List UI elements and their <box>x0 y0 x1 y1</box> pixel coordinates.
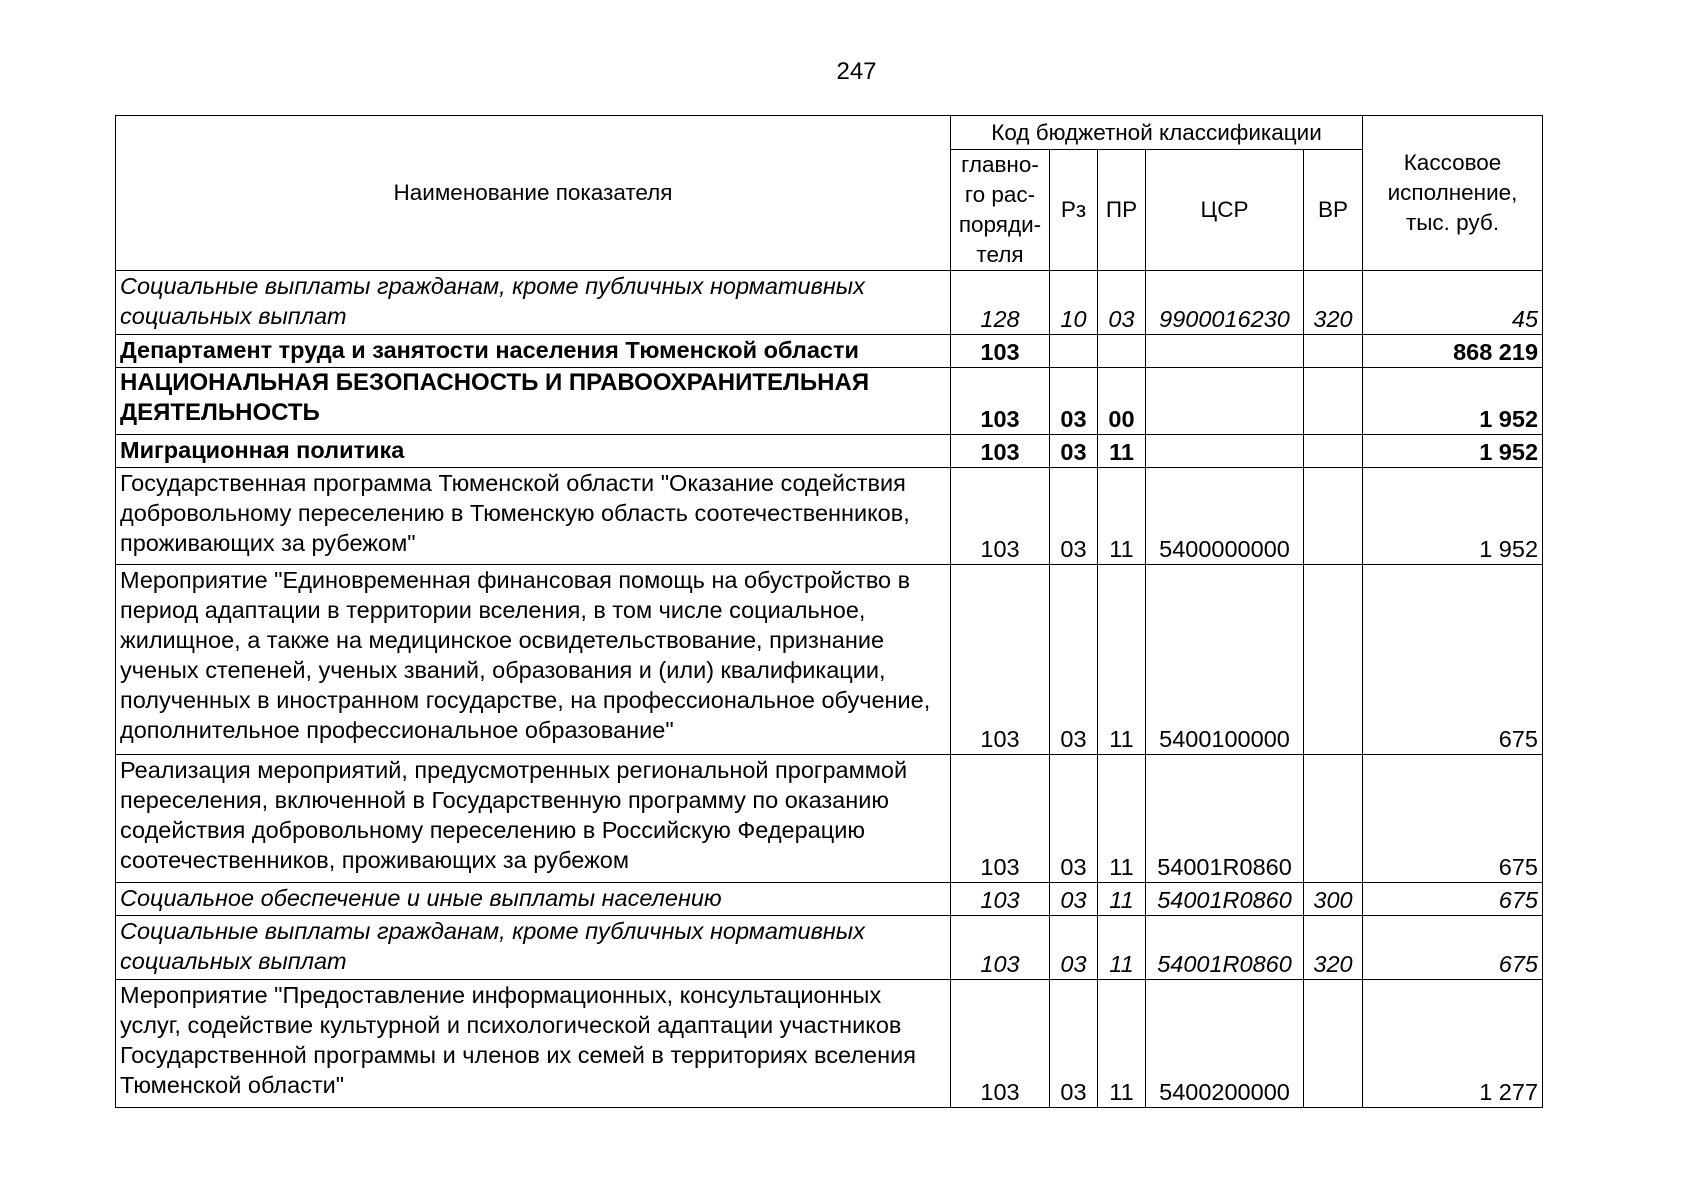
header-vr-column: ВР <box>1304 150 1363 271</box>
header-glavny-column: главно-го рас-поряди-теля <box>951 150 1050 271</box>
row-name: Мероприятие "Предоставление информационных, консультационных услуг, содействие культурной и психологической адаптации участников Государственной программы и членов их семей в территориях вселения Тюменской области" <box>116 980 951 1108</box>
row-vr <box>1304 335 1363 368</box>
row-pr: 03 <box>1098 271 1146 335</box>
row-vr <box>1304 468 1363 565</box>
table-row <box>116 271 1543 335</box>
row-amount: 675 <box>1363 883 1543 916</box>
row-name: Социальные выплаты гражданам, кроме публичных нормативных социальных выплат <box>116 271 951 335</box>
table-row <box>116 883 1543 916</box>
row-amount: 868 219 <box>1363 335 1543 368</box>
row-glavny: 103 <box>951 565 1050 755</box>
row-rz: 03 <box>1050 435 1098 468</box>
row-pr: 11 <box>1098 468 1146 565</box>
row-rz: 03 <box>1050 368 1098 435</box>
row-vr: 320 <box>1304 916 1363 980</box>
row-amount: 1 952 <box>1363 435 1543 468</box>
row-csr <box>1146 435 1304 468</box>
row-vr <box>1304 755 1363 883</box>
table-row <box>116 916 1543 980</box>
header-amount-column: Кассовое исполнение, тыс. руб. <box>1363 116 1543 271</box>
header-pr-column: ПР <box>1098 150 1146 271</box>
row-vr <box>1304 980 1363 1108</box>
row-glavny: 103 <box>951 335 1050 368</box>
row-amount: 45 <box>1363 271 1543 335</box>
row-glavny: 103 <box>951 916 1050 980</box>
row-csr: 54001R0860 <box>1146 916 1304 980</box>
row-pr: 11 <box>1098 883 1146 916</box>
table-row <box>116 565 1543 755</box>
row-csr: 54001R0860 <box>1146 883 1304 916</box>
row-glavny: 128 <box>951 271 1050 335</box>
row-vr: 300 <box>1304 883 1363 916</box>
row-amount: 675 <box>1363 755 1543 883</box>
budget-table <box>115 115 1543 1108</box>
row-vr <box>1304 435 1363 468</box>
row-name: Государственная программа Тюменской области "Оказание содействия добровольному переселению в Тюменскую область соотечественников, проживающих за рубежом" <box>116 468 951 565</box>
row-name: Мероприятие "Единовременная финансовая помощь на обустройство в период адаптации в территории вселения, в том числе социальное, жилищное, а также на медицинское освидетельствование, признание ученых степеней, ученых званий, образования и (или) квалификации, полученных в иностранном государстве, на профессиональное обучение, дополнительное профессиональное образование" <box>116 565 951 755</box>
table-body <box>116 271 1543 1108</box>
row-pr: 00 <box>1098 368 1146 435</box>
row-pr: 11 <box>1098 565 1146 755</box>
row-glavny: 103 <box>951 468 1050 565</box>
header-code-group: Код бюджетной классификации <box>951 116 1363 150</box>
row-amount: 1 952 <box>1363 368 1543 435</box>
row-csr <box>1146 335 1304 368</box>
row-vr <box>1304 368 1363 435</box>
row-rz: 03 <box>1050 565 1098 755</box>
row-amount: 1 952 <box>1363 468 1543 565</box>
row-name: Социальные выплаты гражданам, кроме публичных нормативных социальных выплат <box>116 916 951 980</box>
row-glavny: 103 <box>951 755 1050 883</box>
row-csr: 5400000000 <box>1146 468 1304 565</box>
header-csr-column: ЦСР <box>1146 150 1304 271</box>
row-glavny: 103 <box>951 368 1050 435</box>
row-csr: 54001R0860 <box>1146 755 1304 883</box>
row-glavny: 103 <box>951 980 1050 1108</box>
row-csr: 9900016230 <box>1146 271 1304 335</box>
row-vr <box>1304 565 1363 755</box>
table-row <box>116 435 1543 468</box>
row-csr: 5400100000 <box>1146 565 1304 755</box>
row-glavny: 103 <box>951 435 1050 468</box>
row-pr: 11 <box>1098 980 1146 1108</box>
row-name: Социальное обеспечение и иные выплаты населению <box>116 883 951 916</box>
row-name: Миграционная политика <box>116 435 951 468</box>
row-amount: 675 <box>1363 916 1543 980</box>
table-row <box>116 980 1543 1108</box>
header-name-column: Наименование показателя <box>116 116 951 271</box>
row-rz <box>1050 335 1098 368</box>
row-rz: 03 <box>1050 755 1098 883</box>
row-name: Департамент труда и занятости населения Тюменской области <box>116 335 951 368</box>
row-pr: 11 <box>1098 755 1146 883</box>
row-pr: 11 <box>1098 916 1146 980</box>
row-csr <box>1146 368 1304 435</box>
row-name: Реализация мероприятий, предусмотренных региональной программой переселения, включенной в Государственную программу по оказанию содействия добровольному переселению в Российскую Федерацию соотечественников, проживающих за рубежом <box>116 755 951 883</box>
table-header <box>116 116 1543 271</box>
row-csr: 5400200000 <box>1146 980 1304 1108</box>
table-row <box>116 468 1543 565</box>
row-glavny: 103 <box>951 883 1050 916</box>
row-rz: 10 <box>1050 271 1098 335</box>
table-row <box>116 755 1543 883</box>
header-rz-column: Рз <box>1050 150 1098 271</box>
row-rz: 03 <box>1050 916 1098 980</box>
row-rz: 03 <box>1050 468 1098 565</box>
row-name: НАЦИОНАЛЬНАЯ БЕЗОПАСНОСТЬ И ПРАВООХРАНИТЕЛЬНАЯ ДЕЯТЕЛЬНОСТЬ <box>116 368 951 435</box>
row-rz: 03 <box>1050 980 1098 1108</box>
row-vr: 320 <box>1304 271 1363 335</box>
page-number: 247 <box>836 58 877 85</box>
table-row <box>116 335 1543 368</box>
table-row <box>116 368 1543 435</box>
row-pr: 11 <box>1098 435 1146 468</box>
row-amount: 1 277 <box>1363 980 1543 1108</box>
row-amount: 675 <box>1363 565 1543 755</box>
row-pr <box>1098 335 1146 368</box>
row-rz: 03 <box>1050 883 1098 916</box>
